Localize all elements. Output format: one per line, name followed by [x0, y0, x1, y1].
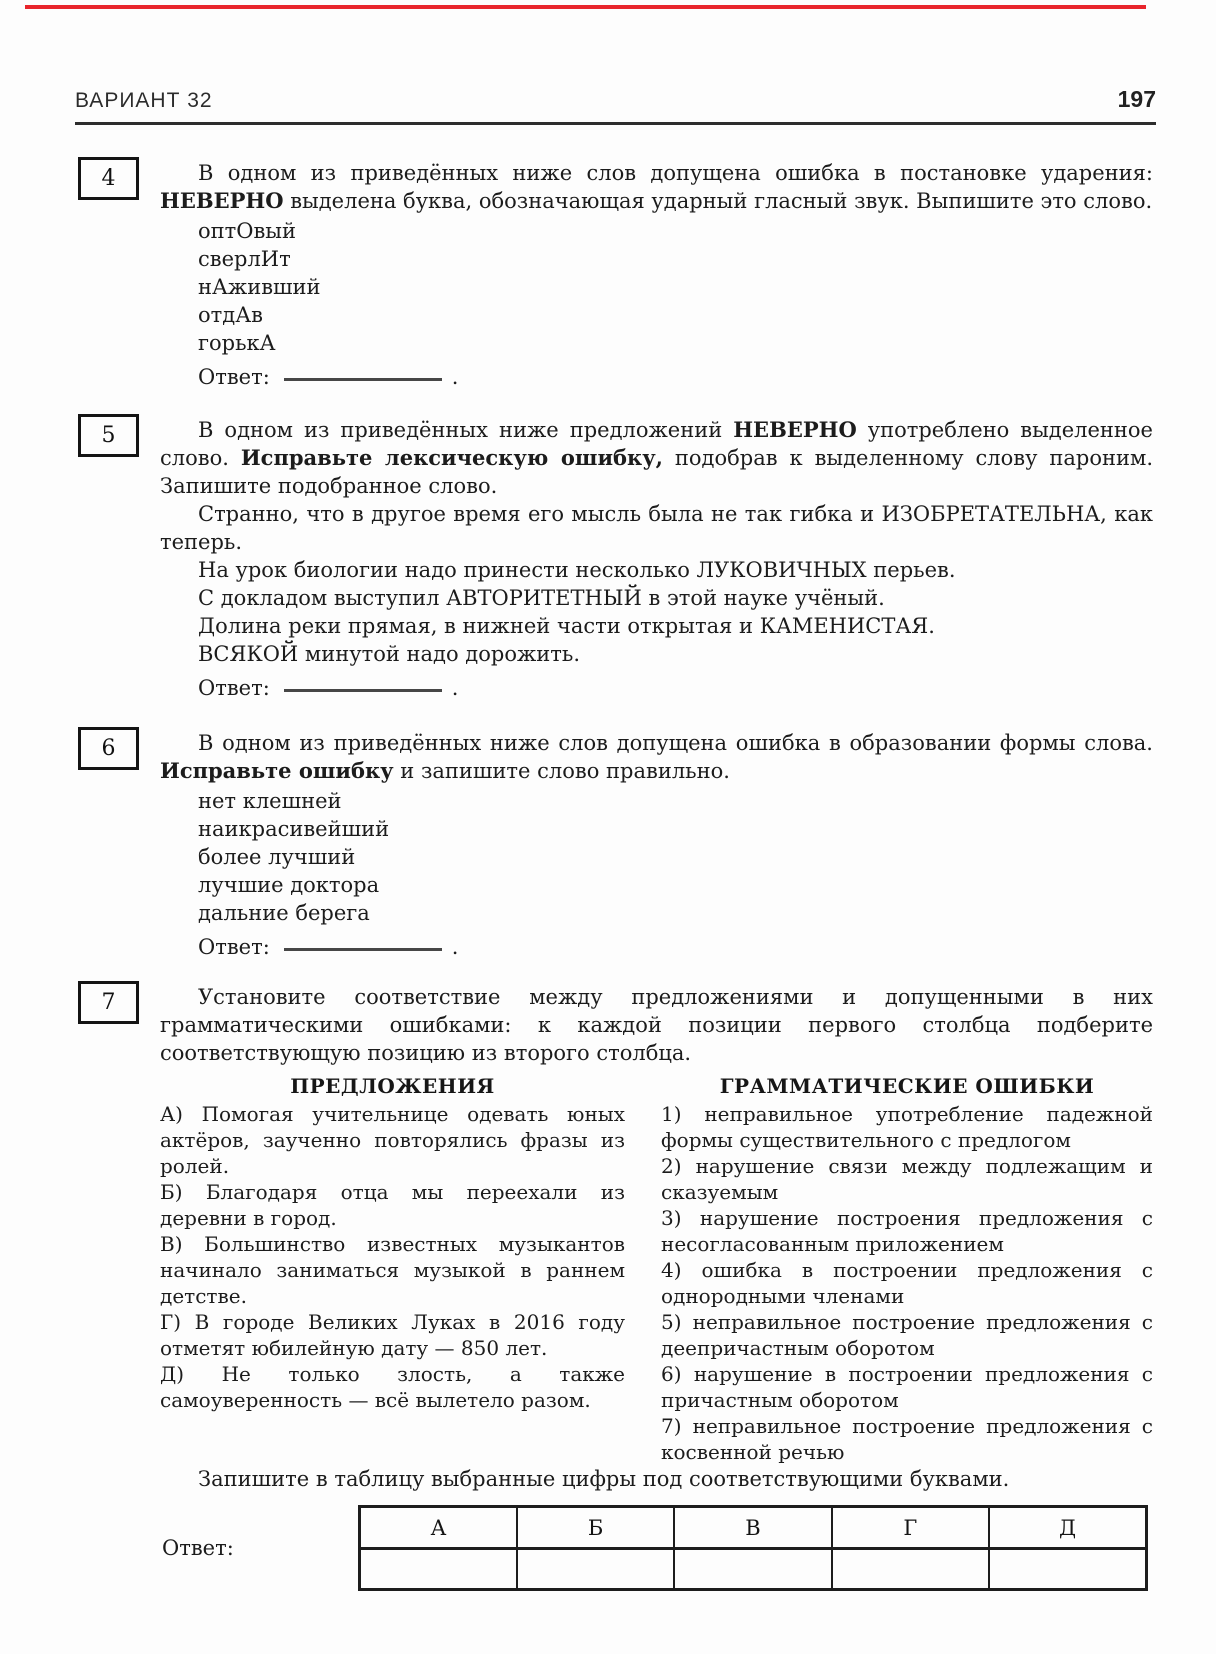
errors-column [661, 1071, 1153, 1465]
option-item: нет клешней [198, 789, 342, 813]
error-option [661, 1413, 1153, 1465]
page-number: 197 [1117, 86, 1156, 112]
intro-bold-word: НЕВЕРНО [160, 188, 284, 213]
answer-label: Ответ: [198, 935, 270, 959]
sentence-option [160, 1361, 625, 1413]
errors-column-header: ГРАММАТИЧЕСКИЕ ОШИБКИ [719, 1074, 1095, 1098]
question-4-answer-row [198, 363, 1153, 391]
option-item: нАживший [198, 275, 321, 299]
intro-text: В одном из приведённых ниже предложений [198, 418, 734, 442]
sentence-item: ВСЯКОЙ минутой надо дорожить. [198, 642, 580, 666]
question-6-intro [160, 729, 1153, 785]
error-option-label: 5) [661, 1310, 693, 1334]
option-item: дальние берега [198, 901, 370, 925]
sentence-option [160, 1231, 625, 1309]
error-option [661, 1153, 1153, 1205]
sentence-option-text: Большинство известных музыкантов начинало заниматься музыкой в раннем детстве. [160, 1232, 626, 1308]
error-option-text: неправильное построение предложения с деепричастным оборотом [661, 1310, 1153, 1360]
error-option-label: 1) [661, 1102, 705, 1126]
intro-text: употреблено выделенное слово. [160, 418, 1153, 470]
error-option-text: неправильное употребление падежной формы существительного с предлогом [661, 1102, 1153, 1152]
answer-table-header-cell: Г [832, 1507, 989, 1549]
error-option-label: 2) [661, 1154, 696, 1178]
option-item: наикрасивейший [198, 817, 390, 841]
intro-bold-phrase: Исправьте ошибку [160, 758, 394, 783]
question-7-number-box: 7 [78, 981, 139, 1024]
error-option-label: 3) [661, 1206, 700, 1230]
sentence-option-label: Д) [160, 1362, 222, 1386]
sentence-option-label: Б) [160, 1180, 206, 1204]
answer-period: . [451, 365, 459, 389]
sentence-item: Долина реки прямая, в нижней части открытая и КАМЕНИСТАЯ. [198, 614, 935, 638]
answer-table-header-cell: А [360, 1507, 517, 1549]
question-7-columns [160, 1071, 1153, 1465]
sentence-item: На урок биологии надо принести несколько ЛУКОВИЧНЫХ перьев. [198, 558, 956, 582]
error-option-label: 6) [661, 1362, 694, 1386]
option-item: отдАв [198, 303, 263, 327]
question-4-number-box: 4 [78, 157, 139, 200]
sentence-option-label: Г) [160, 1310, 195, 1334]
sentence-option-text: В городе Великих Луках в 2016 году отметят юбилейную дату — 850 лет. [160, 1310, 625, 1360]
sentence-option-label: В) [160, 1232, 205, 1256]
answer-table-cell [517, 1549, 674, 1590]
answer-blank [284, 683, 442, 692]
error-option [661, 1257, 1153, 1309]
answer-table-cell [674, 1549, 831, 1590]
sentence-item: Странно, что в другое время его мысль была не так гибка и ИЗОБРЕТАТЕЛЬНА, как теперь. [160, 502, 1153, 554]
intro-text: и запишите слово правильно. [393, 759, 730, 783]
answer-table-value-row [360, 1549, 1147, 1590]
header-rule [75, 122, 1156, 125]
sentence-item: С докладом выступил АВТОРИТЕТНЫЙ в этой науке учёный. [198, 586, 885, 610]
sentence-option-text: Помогая учительнице одевать юных актёров, заученно повторялись фразы из ролей. [160, 1102, 625, 1178]
answer-period: . [451, 676, 459, 700]
question-7-intro: Установите соответствие между предложениями и допущенными в них грамматическими ошибками: к каждой позиции первого столбца подберите соответствующую позицию из второго столбца. [160, 985, 1153, 1065]
sentence-option [160, 1101, 625, 1179]
question-5-section [101, 416, 1154, 702]
intro-text: В одном из приведённых ниже слов допущена ошибка в образовании формы слова. [198, 731, 1153, 755]
sentence-option [160, 1179, 625, 1231]
intro-text: В одном из приведённых ниже слов допущена ошибка в постановке ударения: [198, 161, 1153, 185]
answer-label: Ответ: [162, 1536, 234, 1560]
intro-text: выделена буква, обозначающая ударный гласный звук. Выпишите это слово. [283, 189, 1153, 213]
intro-bold-phrase: Исправьте лексическую ошибку, [240, 445, 663, 470]
error-option [661, 1309, 1153, 1361]
sentence-option-label: А) [160, 1102, 202, 1126]
table-instruction: Запишите в таблицу выбранные цифры под соответствующими буквами. [198, 1467, 1010, 1491]
option-item: сверлИт [198, 247, 291, 271]
answer-table-cell [360, 1549, 517, 1590]
sentence-option-text: Благодаря отца мы переехали из деревни в город. [160, 1180, 626, 1230]
error-option-label: 4) [661, 1258, 702, 1282]
error-option-label: 7) [661, 1414, 693, 1438]
sentence-option-text: Не только злость, а также самоуверенность — всё вылетело разом. [160, 1362, 626, 1412]
error-option [661, 1205, 1153, 1257]
option-item: лучшие доктора [198, 873, 380, 897]
answer-period: . [451, 935, 459, 959]
question-7-answer-row [160, 1505, 1153, 1591]
question-4-options [160, 217, 1153, 357]
question-7-section [101, 983, 1154, 1591]
error-option-text: нарушение построения предложения с несогласованным приложением [661, 1206, 1153, 1256]
error-option-text: нарушение в построении предложения с причастным оборотом [661, 1362, 1153, 1412]
answer-table [358, 1505, 1148, 1591]
question-6-answer-row [198, 933, 1153, 961]
question-4-intro [160, 159, 1153, 215]
answer-table-cell [989, 1549, 1146, 1590]
answer-table-header-cell: Д [989, 1507, 1146, 1549]
error-option [661, 1101, 1153, 1153]
question-5-answer-row [198, 674, 1153, 702]
answer-table-header-row [360, 1507, 1147, 1549]
error-option-text: ошибка в построении предложения с однородными членами [661, 1258, 1154, 1308]
answer-label: Ответ: [198, 365, 270, 389]
intro-text: подобрав к выделенному слову пароним. Запишите подобранное слово. [160, 446, 1154, 498]
error-option [661, 1361, 1153, 1413]
intro-bold-word: НЕВЕРНО [733, 417, 857, 442]
variant-title: ВАРИАНТ 32 [75, 89, 213, 112]
option-item: горькА [198, 331, 276, 355]
option-item: более лучший [198, 845, 356, 869]
question-6-section [101, 729, 1153, 961]
answer-table-header-cell: В [674, 1507, 831, 1549]
sentences-column-header: ПРЕДЛОЖЕНИЯ [290, 1074, 495, 1098]
question-6-number-box: 6 [78, 727, 139, 770]
answer-blank [284, 942, 442, 951]
error-option-text: нарушение связи между подлежащим и сказуемым [661, 1154, 1153, 1204]
error-option-text: неправильное построение предложения с косвенной речью [661, 1414, 1153, 1464]
option-item: оптОвый [198, 219, 297, 243]
sentence-option [160, 1309, 625, 1361]
answer-blank [284, 372, 442, 381]
question-5-number-box: 5 [78, 414, 139, 457]
question-5-intro [160, 416, 1153, 500]
top-red-line [25, 5, 1146, 9]
answer-label: Ответ: [198, 676, 270, 700]
question-4-section [101, 159, 1153, 391]
answer-table-cell [832, 1549, 989, 1590]
question-6-options [160, 787, 1153, 927]
sentences-column [160, 1071, 625, 1465]
page-header [75, 86, 1156, 113]
answer-table-header-cell: Б [517, 1507, 674, 1549]
